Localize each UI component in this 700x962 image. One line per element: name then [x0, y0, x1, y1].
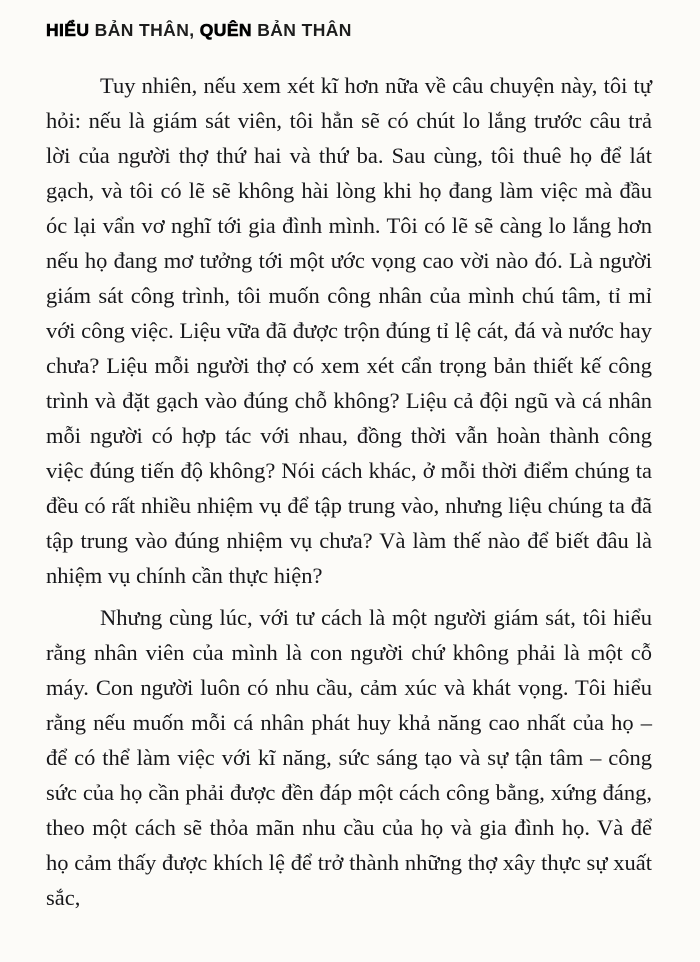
header-title-regular-2: BẢN THÂN: [251, 20, 352, 40]
page-body: [46, 68, 652, 915]
header-title-emphasis-2: QUÊN: [199, 20, 252, 40]
paragraph-2: Nhưng cùng lúc, với tư cách là một người giám sát, tôi hiểu rằng nhân viên của mình là con người chứ không phải là một cỗ máy. Con người luôn có nhu cầu, cảm xúc và khát vọng. Tôi hiểu rằng nếu muốn mỗi cá nhân phát huy khả năng cao nhất của họ – để có thể làm việc với kĩ năng, sức sáng tạo và sự tận tâm – công sức của họ cần phải được đền đáp một cách công bằng, xứng đáng, theo một cách sẽ thỏa mãn nhu cầu của họ và gia đình họ. Và để họ cảm thấy được khích lệ để trở thành những thợ xây thực sự xuất sắc,: [46, 605, 652, 910]
page-header: [46, 20, 652, 41]
header-title-regular-1: BẢN THÂN,: [89, 20, 200, 40]
paragraph-1: Tuy nhiên, nếu xem xét kĩ hơn nữa về câu chuyện này, tôi tự hỏi: nếu là giám sát viên, tôi hẳn sẽ có chút lo lắng trước câu trả lời của người thợ thứ hai và thứ ba. Sau cùng, tôi thuê họ để lát gạch, và tôi có lẽ sẽ không hài lòng khi họ đang làm việc mà đầu óc lại vẩn vơ nghĩ tới gia đình mình. Tôi có lẽ sẽ càng lo lắng hơn nếu họ đang mơ tưởng tới một ước vọng cao vời nào đó. Là người giám sát công trình, tôi muốn công nhân của mình chú tâm, tỉ mỉ với công việc. Liệu vữa đã được trộn đúng tỉ lệ cát, đá và nước hay chưa? Liệu mỗi người thợ có xem xét cẩn trọng bản thiết kế công trình và đặt gạch vào đúng chỗ không? Liệu cả đội ngũ và cá nhân mỗi người có hợp tác với nhau, đồng thời vẫn hoàn thành công việc đúng tiến độ không? Nói cách khác, ở mỗi thời điểm chúng ta đều có rất nhiều nhiệm vụ để tập trung vào, nhưng liệu chúng ta đã tập trung vào đúng nhiệm vụ chưa? Và làm thế nào để biết đâu là nhiệm vụ chính cần thực hiện?: [46, 73, 652, 588]
header-title-emphasis-1: HIỂU: [46, 20, 90, 40]
